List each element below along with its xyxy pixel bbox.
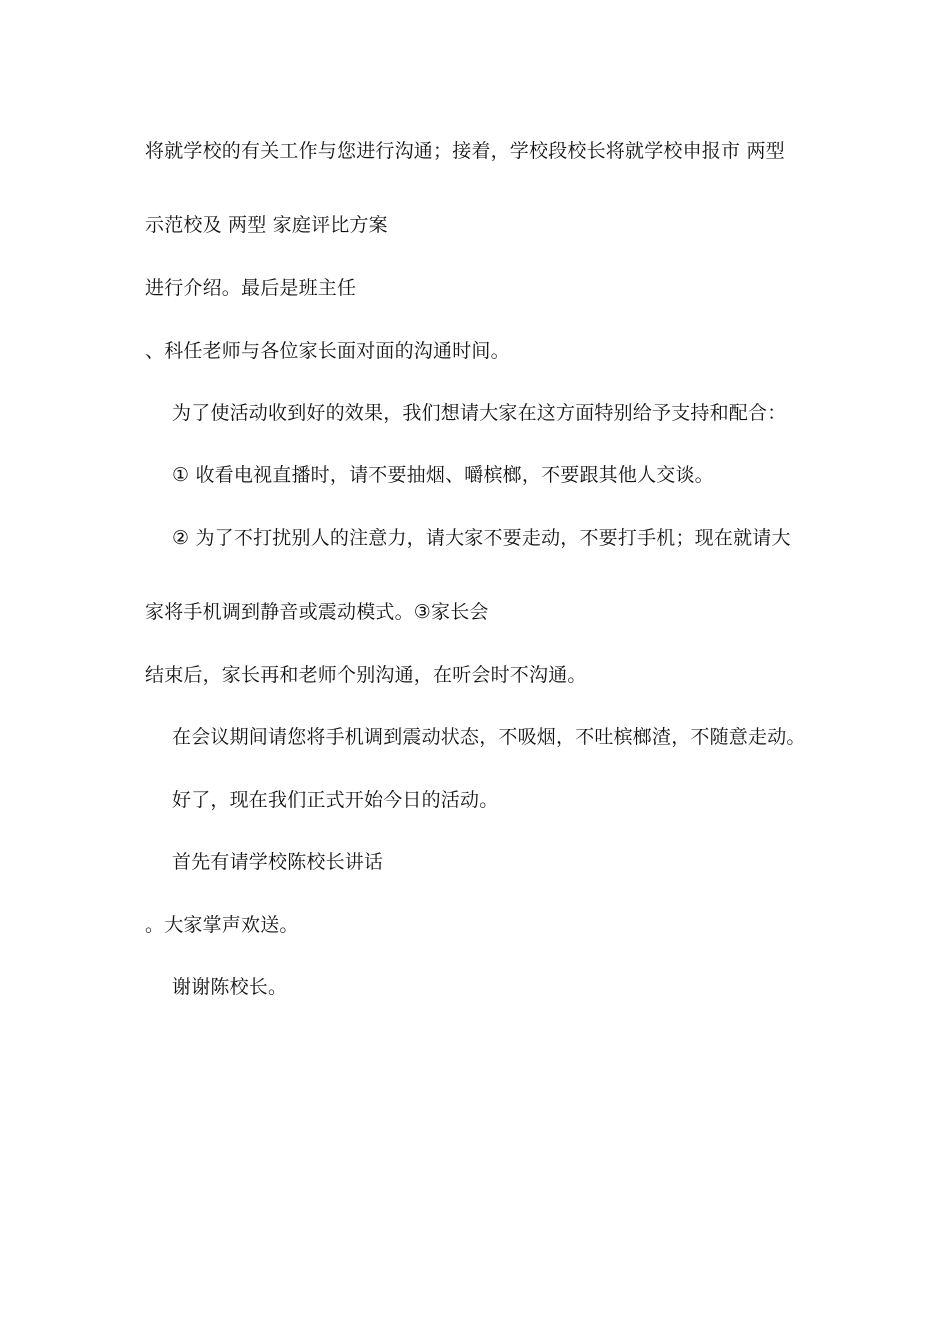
paragraph-line-12: 首先有请学校陈校长讲话 (172, 851, 384, 873)
paragraph-line-9: 结束后，家长再和老师个别沟通，在听会时不沟通。 (145, 664, 587, 686)
paragraph-line-4: 、科任老师与各位家长面对面的沟通时间。 (145, 340, 510, 362)
paragraph-line-11: 好了，现在我们正式开始今日的活动。 (172, 789, 499, 811)
paragraph-line-1: 将就学校的有关工作与您进行沟通；接着，学校段校长将就学校申报市 两型 (145, 140, 785, 162)
paragraph-line-6: ① 收看电视直播时，请不要抽烟、嚼槟榔，不要跟其他人交谈。 (172, 464, 714, 486)
paragraph-line-8: 家将手机调到静音或震动模式。③家长会 (145, 601, 489, 623)
paragraph-line-5: 为了使活动收到好的效果，我们想请大家在这方面特别给予支持和配合： (172, 402, 787, 424)
paragraph-line-10: 在会议期间请您将手机调到震动状态，不吸烟，不吐槟榔渣，不随意走动。 (172, 726, 806, 748)
paragraph-line-13: 。大家掌声欢送。 (145, 914, 299, 936)
paragraph-line-2: 示范校及 两型 家庭评比方案 (145, 214, 388, 236)
paragraph-line-3: 进行介绍。最后是班主任 (145, 277, 357, 299)
paragraph-line-14: 谢谢陈校长。 (172, 976, 288, 998)
paragraph-line-7: ② 为了不打扰别人的注意力，请大家不要走动，不要打手机；现在就请大 (172, 527, 791, 549)
